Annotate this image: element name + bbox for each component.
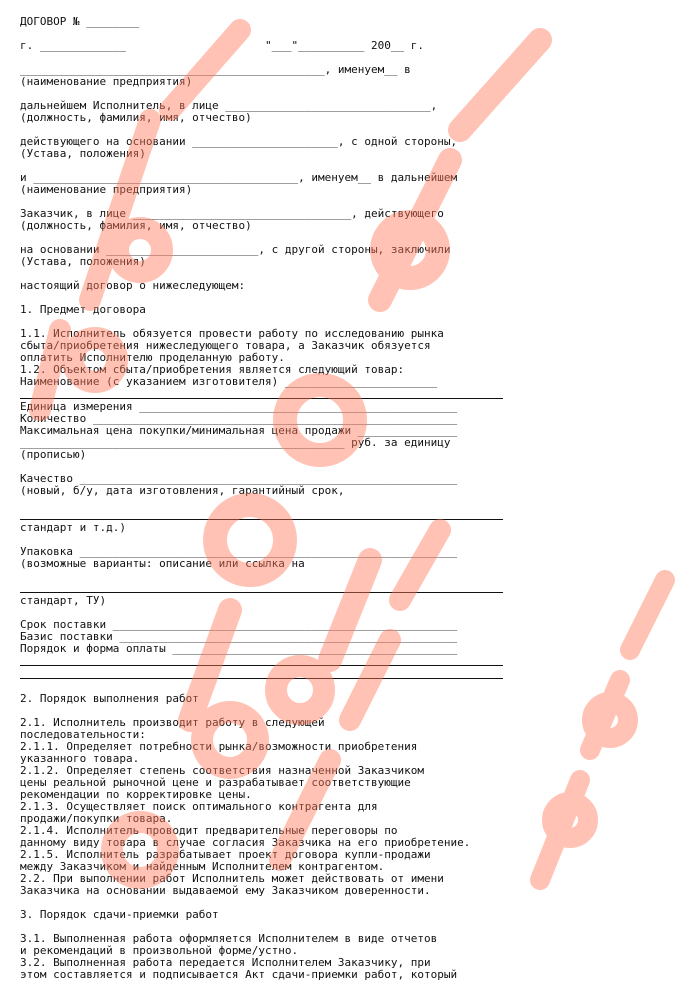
party-line: ______________________________________________, именуем__ в xyxy=(20,63,411,76)
blank-line xyxy=(20,668,503,679)
preamble-end: настоящий договор о нижеследующем: xyxy=(20,279,246,292)
party-line: дальнейшем Исполнитель, в лице _______________________________, xyxy=(20,99,438,112)
form-field-line: Базис поставки ___________________________________________________ xyxy=(20,630,458,643)
hint-text: (наименование предприятия) xyxy=(20,75,193,88)
blank-line xyxy=(20,388,503,399)
clause-text: оплатить Исполнителю проделанную работу. xyxy=(20,351,285,364)
clause-text: цены реальной рыночной цене и разрабатывает соответствующие xyxy=(20,776,411,789)
clause-text: рекомендации по корректировке цены. xyxy=(20,788,252,801)
form-field-line: _________________________________________________ руб. за единицу xyxy=(20,436,451,449)
form-field-line: Максимальная цена покупки/минимальная цена продажи _______________ xyxy=(20,424,458,437)
clause-text: последовательности: xyxy=(20,728,146,741)
clause-text: 2.1. Исполнитель производит работу в следующей xyxy=(20,716,325,729)
contract-document xyxy=(20,16,510,981)
clause-text: 1.1. Исполнитель обязуется провести работу по исследованию рынка xyxy=(20,327,444,340)
clause-text: 3.2. Выполненная работа передается Исполнителем Заказчику, при xyxy=(20,956,431,969)
clause-text: 2.1.3. Осуществляет поиск оптимального контрагента для xyxy=(20,800,378,813)
clause-text: Заказчика на основании выдаваемой ему Заказчиком доверенности. xyxy=(20,884,431,897)
section-heading: 1. Предмет договора xyxy=(20,303,146,316)
hint-text: (наименование предприятия) xyxy=(20,183,193,196)
city-date-line: г. _____________ "___"__________ 200__ г. xyxy=(20,39,424,52)
form-field-line: Срок поставки ____________________________________________________ xyxy=(20,618,458,631)
clause-text: 2.1.2. Определяет степень соответствия назначенной Заказчиком xyxy=(20,764,424,777)
party-line: на основании _______________________, с другой стороны, заключили xyxy=(20,243,451,256)
hint-text: (Устава, положения) xyxy=(20,147,146,160)
clause-text: и рекомендаций в произвольной форме/устно. xyxy=(20,944,299,957)
party-line: и ________________________________________, именуем__ в дальнейшем xyxy=(20,171,458,184)
form-field-line: Упаковка _________________________________________________________ xyxy=(20,545,458,558)
blank-line xyxy=(20,509,503,520)
hint-text: (должность, фамилия, имя, отчество) xyxy=(20,111,252,124)
blank-line xyxy=(20,655,503,666)
clause-text: сбыта/приобретения нижеследующего товара, а Заказчик обязуется xyxy=(20,339,431,352)
hint-text: (должность, фамилия, имя, отчество) xyxy=(20,219,252,232)
clause-text: данному виду товара в случае согласия Заказчика на его приобретение. xyxy=(20,836,471,849)
hint-text: (Устава, положения) xyxy=(20,255,146,268)
clause-text: этом составляется и подписывается Акт сдачи-приемки работ, который xyxy=(20,968,458,981)
party-line: действующего на основании ______________________, с одной стороны, xyxy=(20,135,458,148)
blank-line xyxy=(20,582,503,593)
hint-text: стандарт и т.д.) xyxy=(20,521,126,534)
party-line: Заказчик, в лице _________________________________, действующего xyxy=(20,207,444,220)
section-heading: 3. Порядок сдачи-приемки работ xyxy=(20,908,219,921)
hint-text: (новый, б/у, дата изготовления, гарантийный срок, xyxy=(20,484,345,497)
clause-text: указанного товара. xyxy=(20,752,140,765)
form-field-line: Наименование (с указанием изготовителя) _______________________ xyxy=(20,375,438,388)
clause-text: 2.1.5. Исполнитель разрабатывает проект договора купли-продажи xyxy=(20,848,431,861)
clause-text: 2.1.1. Определяет потребности рынка/возможности приобретения xyxy=(20,740,418,753)
watermark-right xyxy=(540,580,665,880)
hint-text: (возможные варианты: описание или ссылка на xyxy=(20,557,305,570)
clause-text: 1.2. Объектом сбыта/приобретения является следующий товар: xyxy=(20,363,405,376)
clause-text: 2.2. При выполнении работ Исполнитель может действовать от имени xyxy=(20,872,444,885)
clause-text: продажи/покупки товара. xyxy=(20,812,173,825)
clause-text: 3.1. Выполненная работа оформляется Исполнителем в виде отчетов xyxy=(20,932,438,945)
clause-text: 2.1.4. Исполнитель проводит предварительные переговоры по xyxy=(20,824,398,837)
hint-text: стандарт, ТУ) xyxy=(20,594,107,607)
section-heading: 2. Порядок выполнения работ xyxy=(20,692,199,705)
form-field-line: Единица измерения ________________________________________________ xyxy=(20,400,458,413)
clause-text: между Заказчиком и найденным Исполнителем контрагентом. xyxy=(20,860,385,873)
hint-text: (прописью) xyxy=(20,448,87,461)
form-field-line: Качество _________________________________________________________ xyxy=(20,472,458,485)
form-field-line: Количество _______________________________________________________ xyxy=(20,412,458,425)
form-field-line: Порядок и форма оплаты ___________________________________________ xyxy=(20,642,458,655)
contract-title: ДОГОВОР № ________ xyxy=(20,15,140,28)
